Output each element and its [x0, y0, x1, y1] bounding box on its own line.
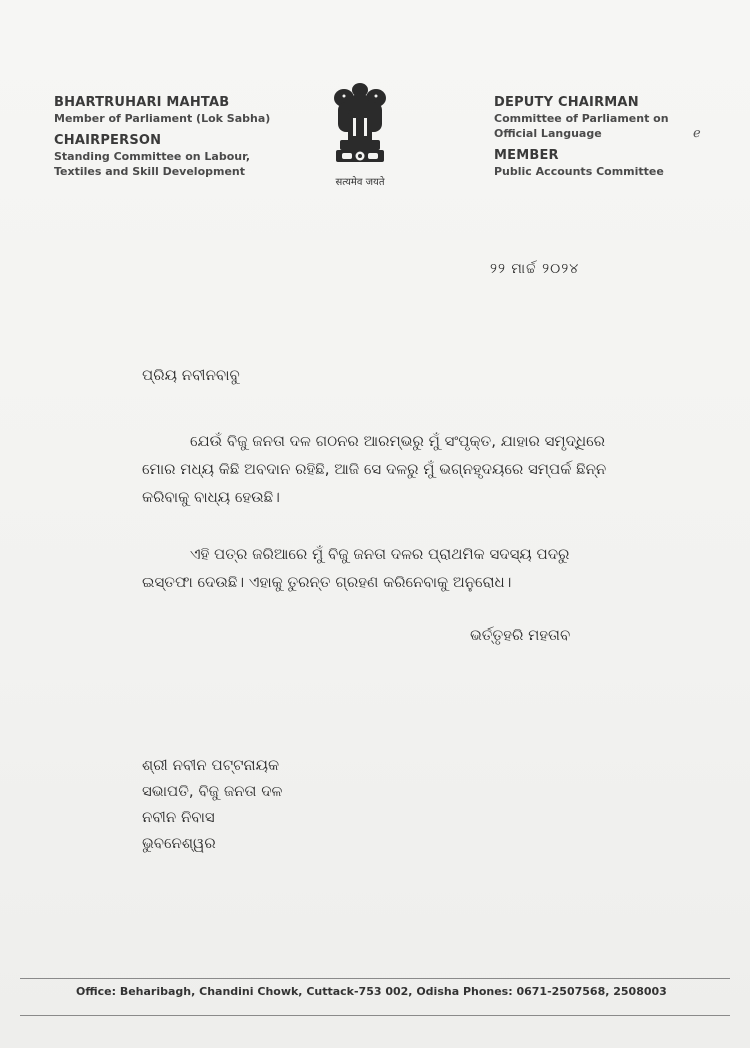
footer-rule-top [20, 978, 730, 979]
national-emblem [322, 80, 398, 188]
footer-rule-bottom [20, 1015, 730, 1016]
body-paragraph-1: ଯେଉଁ ବିଜୁ ଜନତା ଦଳ ଗଠନର ଆରମ୍ଭରୁ ମୁଁ ସଂପୃକ୍ତ, ଯାହାର ସମୃଦ୍ଧିରେ ମୋର ମଧ୍ୟ କିଛି ଅବଦାନ ରହିଛି, ଆଜି ସେ ଦଳରୁ ମୁଁ ଭଗ୍ନହୃଦୟରେ ସମ୍ପର୍କ ଛିନ୍ନ କରିବାକୁ ବାଧ୍ୟ ହେଉଛି। [142, 432, 607, 506]
office-address-footer: Office: Beharibagh, Chandini Chowk, Cuttack-753 002, Odisha Phones: 0671-2507568, 2508003 [76, 985, 667, 998]
body-paragraph-2: ଏହି ପତ୍ର ଜରିଆରେ ମୁଁ ବିଜୁ ଜନତା ଦଳର ପ୍ରାଥମିକ ସଦସ୍ୟ ପଦରୁ ଇସ୍ତଫା ଦେଉଛି। ଏହାକୁ ତୁରନ୍ତ ଗ୍ରହଣ କରିନେବାକୁ ଅନୁରୋଧ। [142, 545, 570, 591]
salutation: ପ୍ରିୟ ନବୀନବାବୁ [142, 366, 240, 384]
member-committee: Public Accounts Committee [494, 165, 664, 178]
language-committee-line-1: Committee of Parliament on [494, 112, 669, 125]
letter-date: ୨୨ ମାର୍ଚ୍ଚ ୨୦୨୪ [490, 261, 580, 277]
committee-line-1: Standing Committee on Labour, [54, 150, 251, 163]
member-title: MEMBER [494, 148, 559, 163]
sender-position: Member of Parliament (Lok Sabha) [54, 112, 271, 125]
emblem-motto: सत्यमेव जयते [335, 177, 385, 188]
sender-name: BHARTRUHARI MAHTAB [54, 95, 230, 110]
header-left [54, 94, 314, 179]
deputy-chairman-title: DEPUTY CHAIRMAN [494, 95, 639, 110]
language-committee-line-2: Official Language [494, 127, 602, 140]
recipient-title: ସଭାପତି, ବିଜୁ ଜନତା ଦଳ [142, 782, 283, 800]
recipient-residence: ନବୀନ ନିବାସ [142, 808, 215, 826]
chairperson-title: CHAIRPERSON [54, 133, 162, 148]
signature-name: ଭର୍ତ୍ତୃହରି ମହତାବ [470, 626, 571, 644]
recipient-address [142, 752, 282, 856]
margin-mark: ℯ [693, 126, 701, 141]
committee-line-2: Textiles and Skill Development [54, 165, 246, 178]
lion-capital-icon [328, 80, 392, 172]
recipient-city: ଭୁବନେଶ୍ୱର [142, 834, 216, 852]
recipient-name: ଶ୍ରୀ ନବୀନ ପଟ୍ଟନାୟକ [142, 756, 280, 774]
